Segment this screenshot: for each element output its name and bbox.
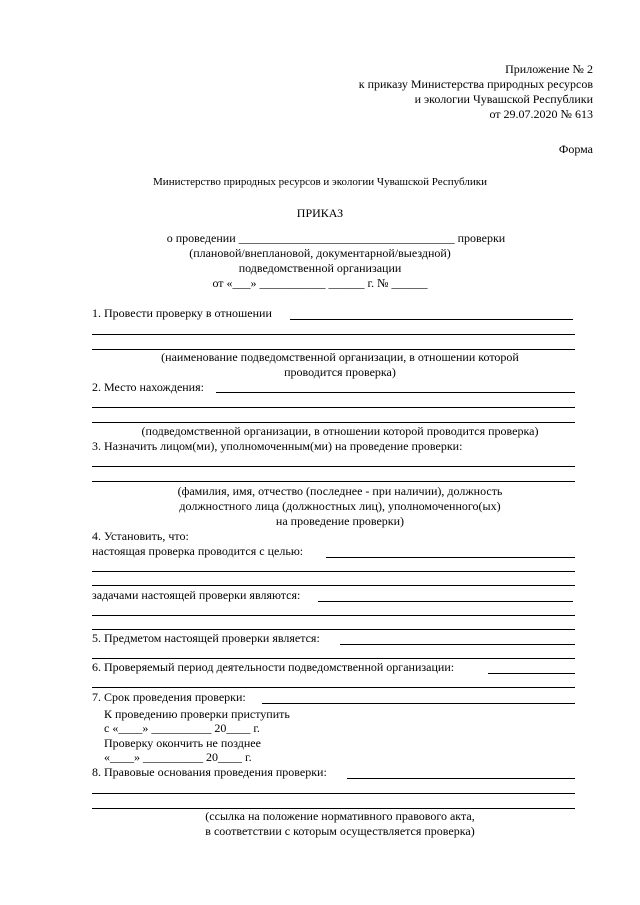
item-4-goal-fill-line (326, 557, 575, 558)
item-8-fill-line (347, 778, 575, 779)
ministry-name: Министерство природных ресурсов и экологии Чувашской Республики (153, 176, 487, 188)
item-4-tasks-fill-line (92, 615, 575, 616)
subtitle-about: о проведении ____________________________________ проверки (166, 231, 506, 245)
document-title: ПРИКАЗ (296, 206, 344, 220)
item-4-goal-label: настоящая проверка проводится с целью: (92, 544, 304, 558)
subtitle-date-line: от «___» ___________ ______ г. № ______ (212, 276, 428, 290)
item-5-label: 5. Предметом настоящей проверки является: (92, 631, 320, 645)
order-date-number: от 29.07.2020 № 613 (489, 107, 593, 121)
item-1-note: (наименование подведомственной организации, в отношении которой (161, 350, 519, 364)
item-8-fill-line (92, 793, 575, 794)
item-3-fill-line (92, 481, 575, 482)
item-3-note: на проведение проверки) (275, 514, 405, 528)
item-5-fill-line (92, 658, 575, 659)
ministry-reference: и экологии Чувашской Республики (414, 92, 593, 106)
item-7-end-label: Проверку окончить не позднее (104, 736, 261, 750)
item-8-note: (ссылка на положение нормативного правового акта, (205, 809, 475, 823)
item-7-start-label: К проведению проверки приступить (104, 707, 290, 721)
item-2-fill-line (92, 407, 575, 408)
item-2-label: 2. Место нахождения: (92, 380, 204, 394)
subtitle-org: подведомственной организации (238, 261, 402, 275)
item-4-label: 4. Установить, что: (92, 529, 189, 543)
item-3-note: (фамилия, имя, отчество (последнее - при наличии), должность (177, 484, 503, 498)
item-7-fill-line (262, 703, 575, 704)
item-3-label: 3. Назначить лицом(ми), уполномоченным(ми) на проведение проверки: (92, 439, 463, 453)
item-7-start-date: с «____» __________ 20____ г. (104, 721, 260, 735)
item-2-fill-line (216, 392, 575, 393)
item-7-label: 7. Срок проведения проверки: (92, 690, 246, 704)
item-7-end-date: «____» __________ 20____ г. (104, 750, 252, 764)
item-1-fill-line (92, 334, 575, 335)
item-8-label: 8. Правовые основания проведения проверки: (92, 765, 327, 779)
form-label: Форма (558, 142, 593, 156)
item-4-tasks-fill-line (318, 601, 573, 602)
subtitle-kinds: (плановой/внеплановой, документарной/выездной) (189, 246, 451, 260)
item-4-tasks-fill-line (92, 629, 575, 630)
item-4-tasks-label: задачами настоящей проверки являются: (92, 588, 301, 602)
item-3-fill-line (92, 466, 575, 467)
item-1-label: 1. Провести проверку в отношении (92, 306, 272, 320)
item-2-note: (подведомственной организации, в отношении которой проводится проверка) (141, 424, 539, 438)
item-6-label: 6. Проверяемый период деятельности подведомственной организации: (92, 660, 455, 674)
item-4-goal-fill-line (92, 585, 575, 586)
item-4-goal-fill-line (92, 571, 575, 572)
item-1-note: проводится проверка) (284, 365, 396, 379)
item-3-note: должностного лица (должностных лиц), уполномоченного(ых) (179, 499, 501, 513)
appendix-number: Приложение № 2 (505, 62, 593, 76)
item-6-fill-line (488, 673, 575, 674)
item-5-fill-line (340, 644, 575, 645)
item-1-fill-line (290, 319, 573, 320)
order-reference: к приказу Министерства природных ресурсов (358, 77, 593, 91)
item-6-fill-line (92, 687, 575, 688)
item-8-note: в соответствии с которым осуществляется проверка) (205, 824, 475, 838)
item-2-fill-line (92, 422, 575, 423)
